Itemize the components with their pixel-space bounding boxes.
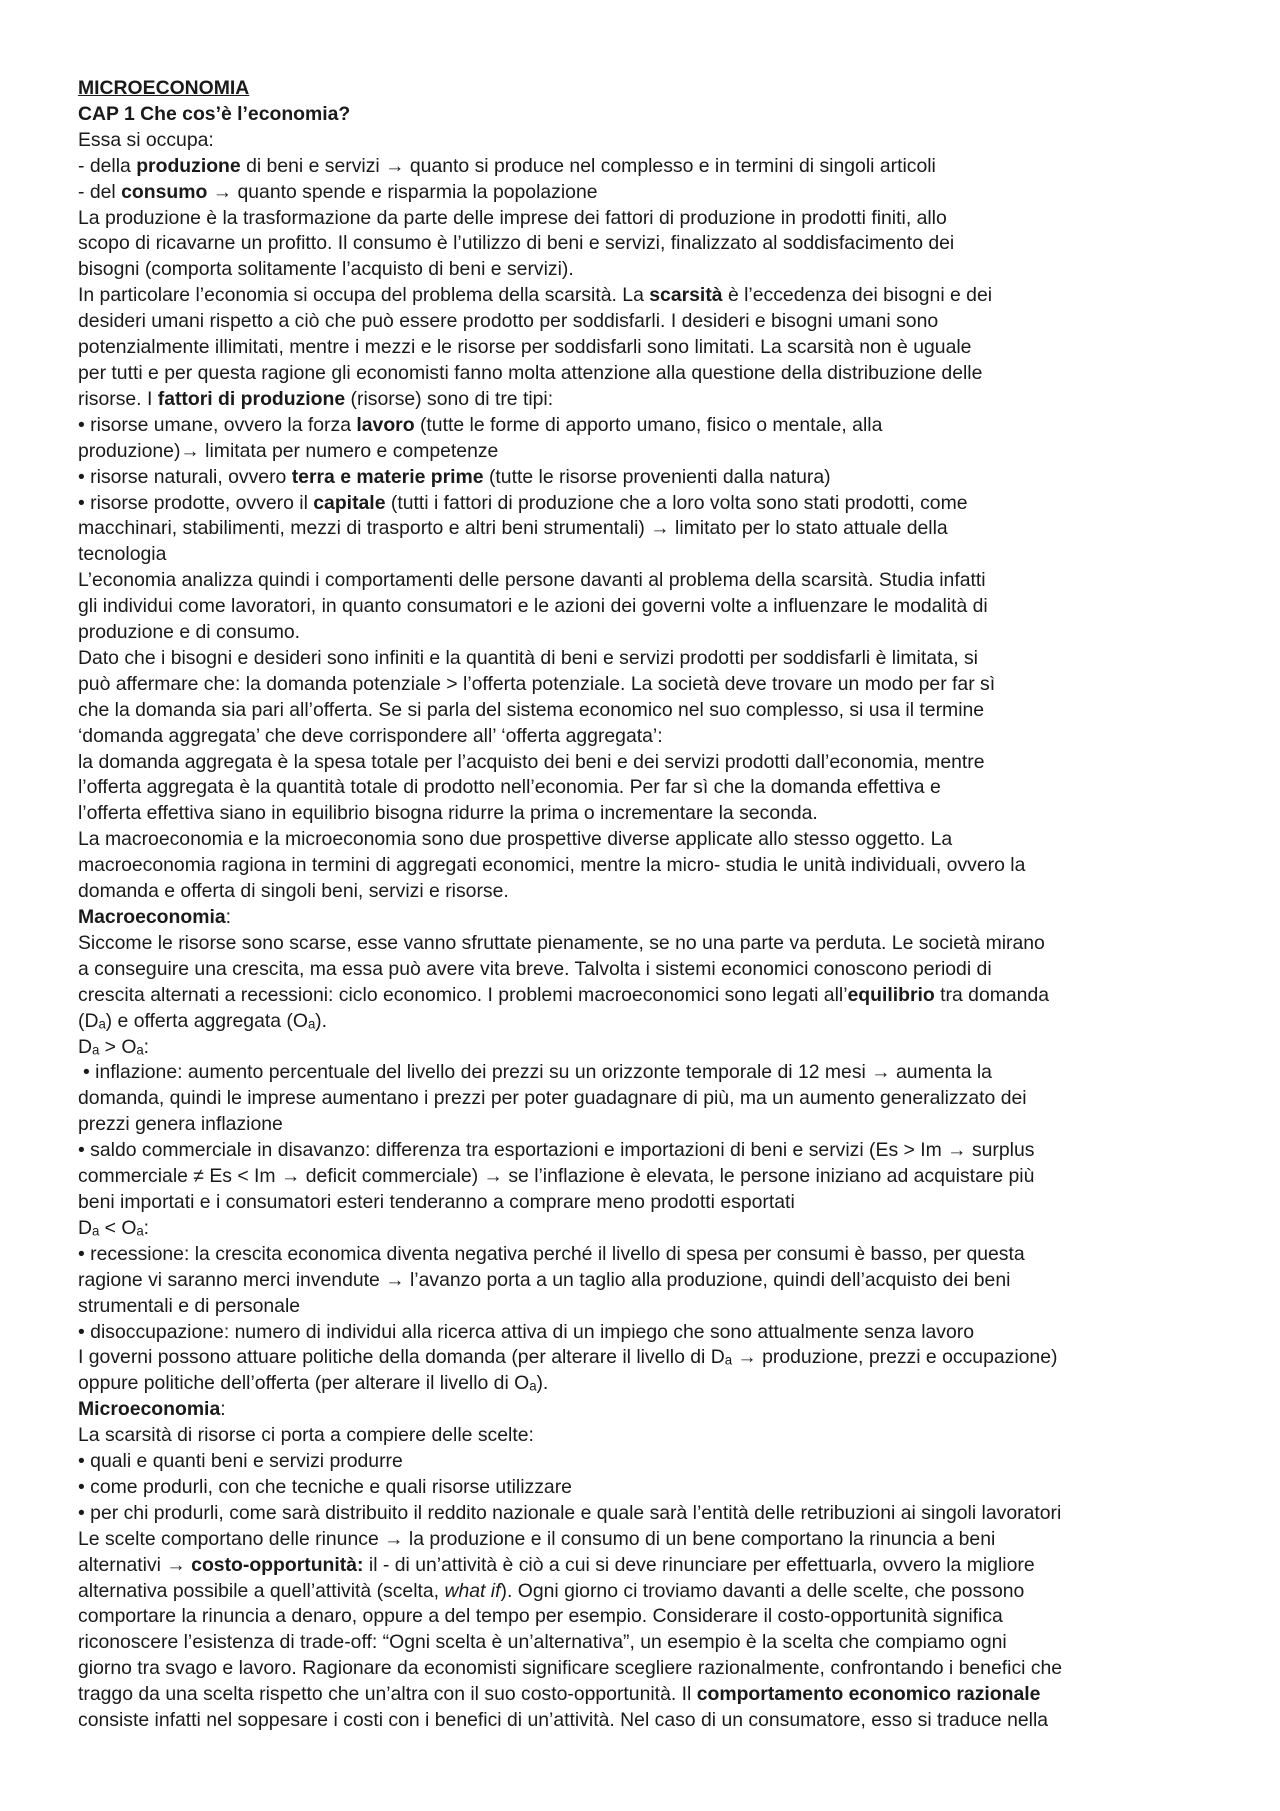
text-line: risorse. I fattori di produzione (risorse) sono di tre tipi: — [78, 387, 554, 410]
text-line: consiste infatti nel soppesare i costi con i benefici di un’attività. Nel caso di un consumatore, esso si traduce nella — [78, 1709, 1049, 1732]
document-body — [78, 128, 1213, 1734]
text-line: gli individui come lavoratori, in quanto consumatori e le azioni dei governi volte a influenzare le modalità di — [78, 595, 988, 618]
bold-term: equilibrio — [847, 983, 935, 1006]
text-line: la domanda aggregata è la spesa totale per l’acquisto dei beni e dei servizi prodotti dall’economia, mentre — [78, 750, 985, 773]
text-line: ‘domanda aggregata’ che deve corrispondere all’ ‘offerta aggregata’: — [78, 724, 663, 747]
text-line: giorno tra svago e lavoro. Ragionare da economisti significare scegliere razionalmente, confrontando i benefici che — [78, 1657, 1063, 1680]
text-line: che la domanda sia pari all’offerta. Se si parla del sistema economico nel suo complesso, si usa il termine — [78, 698, 985, 721]
text-line: L’economia analizza quindi i comportamenti delle persone davanti al problema della scarsità. Studia infatti — [78, 569, 986, 592]
bold-term: scarsità — [649, 284, 723, 307]
text-line: produzione)→ limitata per numero e competenze — [78, 439, 499, 462]
text-line: Dₐ < Oₐ: — [78, 1216, 150, 1239]
text-line: In particolare l’economia si occupa del problema della scarsità. La scarsità è l’eccedenza dei bisogni e dei — [78, 284, 993, 307]
text-line: domanda e offerta di singoli beni, servizi e risorse. — [78, 880, 509, 903]
text-line: alternativi → costo-opportunità: il - di un’attività è ciò a cui si deve rinunciare per effettuarla, ovvero la migliore — [78, 1553, 1035, 1576]
text-line: a conseguire una crescita, ma essa può avere vita breve. Talvolta i sistemi economici conoscono periodi di — [78, 957, 992, 980]
text-line: La macroeconomia e la microeconomia sono due prospettive diverse applicate allo stesso oggetto. La — [78, 828, 953, 851]
text-line: Macroeconomia: — [78, 906, 232, 928]
text-line: • quali e quanti beni e servizi produrre — [78, 1450, 403, 1473]
text-line: l’offerta effettiva siano in equilibrio bisogna ridurre la prima o incrementare la seconda. — [78, 802, 818, 825]
bold-term: Microeconomia — [78, 1398, 221, 1421]
text-line: • risorse naturali, ovvero terra e materie prime (tutte le risorse provenienti dalla natura) — [78, 465, 831, 488]
document-page — [78, 76, 1213, 1734]
bold-term: comportamento economico razionale — [696, 1683, 1041, 1706]
text-line: • inflazione: aumento percentuale del livello dei prezzi su un orizzonte temporale di 12 mesi → aumenta la — [83, 1061, 992, 1084]
text-line: Dₐ > Oₐ: — [78, 1035, 150, 1058]
text-line: Dato che i bisogni e desideri sono infiniti e la quantità di beni e servizi prodotti per soddisfarli è limitata, si — [78, 646, 978, 669]
text-line: La scarsità di risorse ci porta a compiere delle scelte: — [78, 1424, 534, 1447]
text-line: crescita alternati a recessioni: ciclo economico. I problemi macroeconomici sono legati all’equilibrio tra domanda — [78, 983, 1050, 1006]
bold-term: terra e materie prime — [291, 465, 484, 488]
text-line: - della produzione di beni e servizi → quanto si produce nel complesso e in termini di singoli articoli — [78, 154, 936, 177]
text-line: produzione e di consumo. — [78, 621, 301, 644]
italic-term: what if — [444, 1579, 501, 1602]
text-line: domanda, quindi le imprese aumentano i prezzi per poter guadagnare di più, ma un aumento generalizzato dei — [78, 1087, 1027, 1110]
text-line: per tutti e per questa ragione gli economisti fanno molta attenzione alla questione della distribuzione delle — [78, 361, 983, 384]
text-line: • risorse prodotte, ovvero il capitale (tutti i fattori di produzione che a loro volta sono stati prodotti, come — [78, 491, 968, 514]
document-title: MICROECONOMIA — [78, 77, 250, 99]
text-line: - del consumo → quanto spende e risparmia la popolazione — [78, 180, 598, 203]
text-line: • saldo commerciale in disavanzo: differenza tra esportazioni e importazioni di beni e servizi (Es > Im → surplus — [78, 1139, 1035, 1162]
text-line: traggo da una scelta rispetto che un’altra con il suo costo-opportunità. Il comportamento economico razionale — [78, 1683, 1041, 1706]
text-line: Le scelte comportano delle rinunce → la produzione e il consumo di un bene comportano la rinuncia a beni — [78, 1527, 996, 1550]
text-line: potenzialmente illimitati, mentre i mezzi e le risorse per soddisfarli sono limitati. La scarsità non è uguale — [78, 336, 972, 359]
text-line: ragione vi saranno merci invendute → l’avanzo porta a un taglio alla produzione, quindi dell’acquisto dei beni — [78, 1268, 1011, 1291]
bold-term: Macroeconomia — [78, 906, 226, 928]
text-line: prezzi genera inflazione — [78, 1113, 283, 1136]
chapter-heading: CAP 1 Che cos’è l’economia? — [78, 102, 351, 125]
text-line: • per chi produrli, come sarà distribuito il reddito nazionale e quale sarà l’entità delle retribuzioni ai singoli lavoratori — [78, 1501, 1062, 1524]
text-line: riconoscere l’esistenza di trade-off: “Ogni scelta è un’alternativa”, un esempio è la scelta che compiamo ogni — [78, 1631, 1007, 1654]
text-line: desideri umani rispetto a ciò che può essere prodotto per soddisfarli. I desideri e bisogni umani sono — [78, 310, 939, 333]
text-line: beni importati e i consumatori esteri tenderanno a comprare meno prodotti esportati — [78, 1190, 795, 1213]
text-line: scopo di ricavarne un profitto. Il consumo è l’utilizzo di beni e servizi, finalizzato al soddisfacimento dei — [78, 232, 955, 255]
text-line: • recessione: la crescita economica diventa negativa perché il livello di spesa per consumi è basso, per questa — [78, 1242, 1025, 1265]
text-line: l’offerta aggregata è la quantità totale di prodotto nell’economia. Per far sì che la domanda effettiva e — [78, 776, 941, 799]
text-line: alternativa possibile a quell’attività (scelta, what if). Ogni giorno ci troviamo davanti a delle scelte, che possono — [78, 1579, 1025, 1602]
text-line: oppure politiche dell’offerta (per alterare il livello di Oₐ). — [78, 1372, 549, 1395]
text-line: può affermare che: la domanda potenziale > l’offerta potenziale. La società deve trovare un modo per far sì — [78, 672, 996, 695]
text-line: strumentali e di personale — [78, 1294, 301, 1317]
bold-term: lavoro — [356, 413, 415, 436]
text-line: Siccome le risorse sono scarse, esse vanno sfruttate pienamente, se no una parte va perduta. Le società mirano — [78, 931, 1045, 954]
bold-term: capitale — [313, 491, 386, 514]
text-line: macchinari, stabilimenti, mezzi di trasporto e altri beni strumentali) → limitato per lo stato attuale della — [78, 517, 948, 540]
text-line: Microeconomia: — [78, 1398, 226, 1421]
text-line: bisogni (comporta solitamente l’acquisto di beni e servizi). — [78, 258, 574, 281]
bold-term: costo-opportunità: — [191, 1553, 364, 1576]
text-line: La produzione è la trasformazione da parte delle imprese dei fattori di produzione in prodotti finiti, allo — [78, 206, 947, 229]
bold-term: consumo — [121, 180, 208, 203]
text-line: macroeconomia ragiona in termini di aggregati economici, mentre la micro- studia le unità individuali, ovvero la — [78, 854, 1026, 877]
text-line: tecnologia — [78, 543, 167, 566]
bold-term: fattori di produzione — [157, 387, 346, 410]
text-line: • come produrli, con che tecniche e quali risorse utilizzare — [78, 1475, 572, 1498]
bold-term: produzione — [136, 154, 241, 177]
text-line: • risorse umane, ovvero la forza lavoro (tutte le forme di apporto umano, fisico o mentale, alla — [78, 413, 883, 436]
text-line: I governi possono attuare politiche della domanda (per alterare il livello di Dₐ → produzione, prezzi e occupazione) — [78, 1346, 1058, 1369]
text-line: • disoccupazione: numero di individui alla ricerca attiva di un impiego che sono attualmente senza lavoro — [78, 1320, 975, 1343]
text-line: comportare la rinuncia a denaro, oppure a del tempo per esempio. Considerare il costo-opportunità significa — [78, 1605, 1003, 1628]
text-line: commerciale ≠ Es < Im → deficit commerciale) → se l’inflazione è elevata, le persone iniziano ad acquistare più — [78, 1165, 1035, 1188]
text-line: Essa si occupa: — [78, 128, 214, 151]
text-line: (Dₐ) e offerta aggregata (Oₐ). — [78, 1009, 328, 1032]
